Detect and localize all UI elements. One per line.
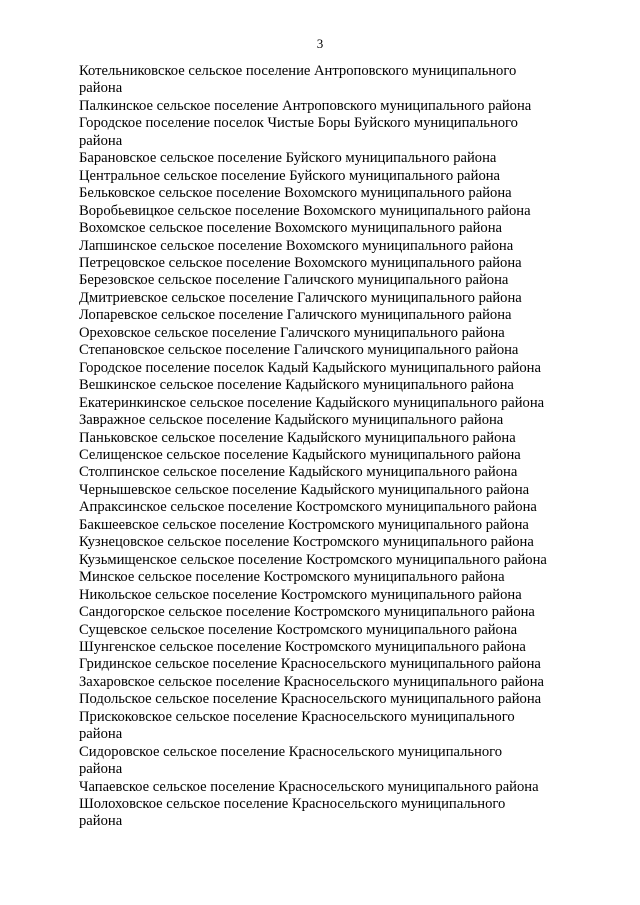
settlement-entry-line: Селищенское сельское поселение Кадыйского муниципального района: [79, 446, 521, 463]
settlement-entry: [79, 569, 569, 586]
settlement-entry: [79, 552, 569, 569]
settlement-entry-line: Березовское сельское поселение Галичского муниципального района: [79, 272, 509, 289]
settlement-entry: [79, 796, 569, 831]
settlement-entry-line: Вешкинское сельское поселение Кадыйского муниципального района: [79, 377, 514, 394]
settlement-entry: [79, 587, 569, 604]
settlement-entry-continuation: района: [79, 761, 123, 778]
settlement-entry: [79, 238, 569, 255]
settlement-entry-continuation: района: [79, 132, 123, 149]
settlement-entry-continuation: района: [79, 813, 123, 830]
settlement-entry-line: Прискоковское сельское поселение Красносельского муниципального: [79, 708, 515, 725]
settlement-entry-line: Шолоховское сельское поселение Красносельского муниципального: [79, 796, 506, 813]
settlement-entry-line: Дмитриевское сельское поселение Галичского муниципального района: [79, 289, 522, 306]
settlement-entry-line: Лопаревское сельское поселение Галичского муниципального района: [79, 307, 512, 324]
settlement-entry: [79, 709, 569, 744]
settlement-entry-continuation: района: [79, 80, 123, 97]
settlement-entry-line: Ореховское сельское поселение Галичского муниципального района: [79, 324, 505, 341]
settlement-entry-line: Палкинское сельское поселение Антроповского муниципального района: [79, 97, 532, 114]
settlement-entry-line: Завражное сельское поселение Кадыйского муниципального района: [79, 412, 504, 429]
settlement-entry: [79, 63, 569, 98]
settlement-entry-line: Городское поселение поселок Кадый Кадыйского муниципального района: [79, 359, 541, 376]
settlement-entry-line: Захаровское сельское поселение Красносельского муниципального района: [79, 673, 544, 690]
settlement-entry-line: Кузьмищенское сельское поселение Костромского муниципального района: [79, 551, 547, 568]
settlement-entry: [79, 395, 569, 412]
settlement-entry: [79, 622, 569, 639]
settlement-entry: [79, 534, 569, 551]
settlement-entry-line: Чернышевское сельское поселение Кадыйского муниципального района: [79, 481, 530, 498]
settlement-entry: [79, 674, 569, 691]
settlement-entry-line: Сидоровское сельское поселение Красносельского муниципального: [79, 743, 503, 760]
settlement-entry-line: Барановское сельское поселение Буйского муниципального района: [79, 150, 497, 167]
settlement-entry: [79, 325, 569, 342]
settlement-entry: [79, 517, 569, 534]
settlement-entry: [79, 203, 569, 220]
settlement-entry: [79, 377, 569, 394]
settlement-entry: [79, 779, 569, 796]
settlement-entry: [79, 464, 569, 481]
settlement-entry: [79, 168, 569, 185]
settlement-entry: [79, 150, 569, 167]
settlement-entry-line: Сандогорское сельское поселение Костромского муниципального района: [79, 604, 535, 621]
settlement-entry: [79, 691, 569, 708]
settlement-entry-line: Апраксинское сельское поселение Костромского муниципального района: [79, 499, 537, 516]
settlement-entry: [79, 412, 569, 429]
settlement-entry: [79, 656, 569, 673]
settlement-entry: [79, 98, 569, 115]
settlement-entry: [79, 430, 569, 447]
settlement-entry-line: Городское поселение поселок Чистые Боры Буйского муниципального: [79, 115, 518, 132]
settlement-entry-line: Минское сельское поселение Костромского муниципального района: [79, 569, 505, 586]
settlement-entry-line: Вохомское сельское поселение Вохомского муниципального района: [79, 220, 503, 237]
settlement-entry: [79, 499, 569, 516]
settlement-list: [79, 63, 569, 831]
settlement-entry: [79, 604, 569, 621]
settlement-entry-line: Котельниковское сельское поселение Антроповского муниципального: [79, 63, 517, 79]
settlement-entry-line: Паньковское сельское поселение Кадыйского муниципального района: [79, 429, 516, 446]
settlement-entry-line: Подольское сельское поселение Красносельского муниципального района: [79, 691, 542, 708]
settlement-entry-line: Кузнецовское сельское поселение Костромского муниципального района: [79, 534, 534, 551]
settlement-entry: [79, 115, 569, 150]
settlement-entry: [79, 272, 569, 289]
settlement-entry-line: Воробьевицкое сельское поселение Вохомского муниципального района: [79, 202, 531, 219]
page-number: 3: [316, 36, 324, 51]
settlement-entry: [79, 290, 569, 307]
settlement-entry-line: Шунгенское сельское поселение Костромского муниципального района: [79, 638, 526, 655]
settlement-entry-line: Бакшеевское сельское поселение Костромского муниципального района: [79, 516, 529, 533]
settlement-entry-line: Лапшинское сельское поселение Вохомского муниципального района: [79, 237, 514, 254]
settlement-entry-line: Бельковское сельское поселение Вохомского муниципального района: [79, 185, 512, 202]
settlement-entry-line: Екатеринкинское сельское поселение Кадыйского муниципального района: [79, 394, 545, 411]
settlement-entry: [79, 360, 569, 377]
settlement-entry-line: Центральное сельское поселение Буйского муниципального района: [79, 167, 501, 184]
settlement-entry-line: Столпинское сельское поселение Кадыйского муниципального района: [79, 464, 518, 481]
settlement-entry-line: Степановское сельское поселение Галичского муниципального района: [79, 342, 519, 359]
settlement-entry-line: Никольское сельское поселение Костромского муниципального района: [79, 586, 522, 603]
settlement-entry: [79, 342, 569, 359]
settlement-entry: [79, 744, 569, 779]
settlement-entry: [79, 307, 569, 324]
settlement-entry: [79, 220, 569, 237]
settlement-entry: [79, 255, 569, 272]
settlement-entry: [79, 482, 569, 499]
settlement-entry-continuation: района: [79, 726, 123, 743]
settlement-entry-line: Сущевское сельское поселение Костромского муниципального района: [79, 621, 518, 638]
settlement-entry-line: Чапаевское сельское поселение Красносельского муниципального района: [79, 778, 539, 795]
settlement-entry: [79, 447, 569, 464]
settlement-entry: [79, 185, 569, 202]
settlement-entry: [79, 639, 569, 656]
settlement-entry-line: Петрецовское сельское поселение Вохомского муниципального района: [79, 254, 522, 271]
settlement-entry-line: Гридинское сельское поселение Красносельского муниципального района: [79, 656, 541, 673]
